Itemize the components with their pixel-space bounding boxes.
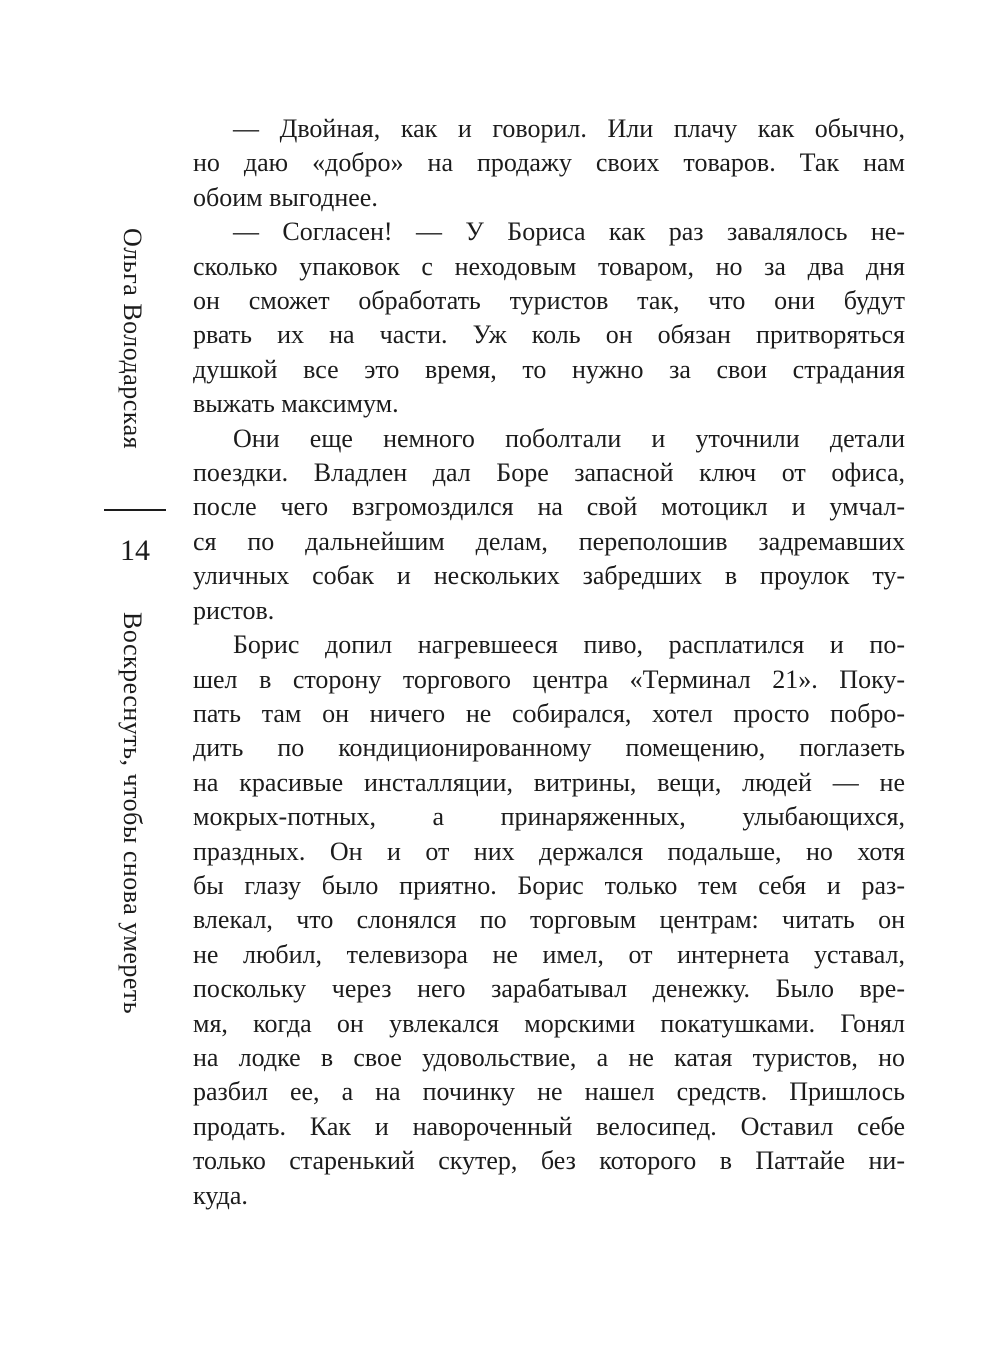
margin-divider bbox=[104, 509, 166, 511]
text-line: выжать максимум. bbox=[193, 389, 399, 419]
text-line: он сможет обработать туристов так, что они будут bbox=[193, 286, 905, 316]
text-line: поездки. Владлен дал Боре запасной ключ от офиса, bbox=[193, 458, 905, 488]
text-line: поскольку через него зарабатывал денежку. Было вре- bbox=[193, 974, 905, 1004]
text-line: рвать их на части. Уж коль он обязан притворяться bbox=[193, 320, 905, 350]
text-line: шел в сторону торгового центра «Терминал 21». Поку- bbox=[193, 664, 905, 694]
text-line: не любил, телевизора не имел, от интернета уставал, bbox=[193, 939, 905, 969]
paragraph bbox=[193, 215, 905, 421]
text-line: разбил ее, а на починку не нашел средств. Пришлось bbox=[193, 1077, 905, 1107]
text-line: сколько упаковок с неходовым товаром, но за два дня bbox=[193, 251, 905, 281]
text-line: — Двойная, как и говорил. Или плачу как обычно, bbox=[233, 114, 905, 143]
text-line: душкой все это время, то нужно за свои страдания bbox=[193, 354, 905, 384]
text-line: дить по кондиционированному помещению, поглазеть bbox=[193, 733, 905, 763]
paragraph bbox=[193, 628, 905, 1213]
text-line: — Согласен! — У Бориса как раз завалялось не- bbox=[233, 217, 905, 247]
text-line: на красивые инсталляции, витрины, вещи, людей — не bbox=[193, 767, 905, 797]
text-line: мя, когда он увлекался морскими покатушками. Гонял bbox=[193, 1008, 905, 1038]
text-line: продать. Как и навороченный велосипед. Оставил себе bbox=[193, 1111, 905, 1141]
book-title: Воскреснуть, чтобы снова умереть bbox=[118, 612, 147, 1015]
text-line: куда. bbox=[193, 1180, 248, 1210]
text-line: ристов. bbox=[193, 595, 275, 625]
text-line: пать там он ничего не собирался, хотел просто побро- bbox=[193, 698, 905, 728]
text-line: мокрых-потных, а принаряженных, улыбающихся, bbox=[193, 802, 905, 832]
body-text bbox=[193, 112, 905, 1213]
paragraph bbox=[193, 112, 905, 215]
text-line: бы глазу было приятно. Борис только тем себя и раз- bbox=[193, 870, 905, 900]
text-line: влекал, что слонялся по торговым центрам: читать он bbox=[193, 905, 905, 935]
text-line: ся по дальнейшим делам, переполошив задремавших bbox=[193, 526, 905, 556]
text-line: только старенький скутер, без которого в Паттайе ни- bbox=[193, 1146, 905, 1176]
text-line: обоим выгоднее. bbox=[193, 182, 378, 212]
author-name: Ольга Володарская bbox=[118, 228, 147, 450]
text-line: Борис допил нагревшееся пиво, расплатился и по- bbox=[233, 630, 905, 660]
paragraph bbox=[193, 422, 905, 628]
text-line: на лодке в свое удовольствие, а не катая туристов, но bbox=[193, 1042, 905, 1072]
text-line: праздных. Он и от них держался подальше, но хотя bbox=[193, 836, 905, 866]
text-line: Они еще немного поболтали и уточнили детали bbox=[233, 423, 905, 453]
text-line: после чего взгромоздился на свой мотоцикл и умчал- bbox=[193, 492, 905, 522]
page-number: 14 bbox=[120, 534, 150, 567]
text-line: уличных собак и нескольких забредших в проулок ту- bbox=[193, 561, 905, 591]
text-line: но даю «добро» на продажу своих товаров. Так нам bbox=[193, 148, 905, 178]
